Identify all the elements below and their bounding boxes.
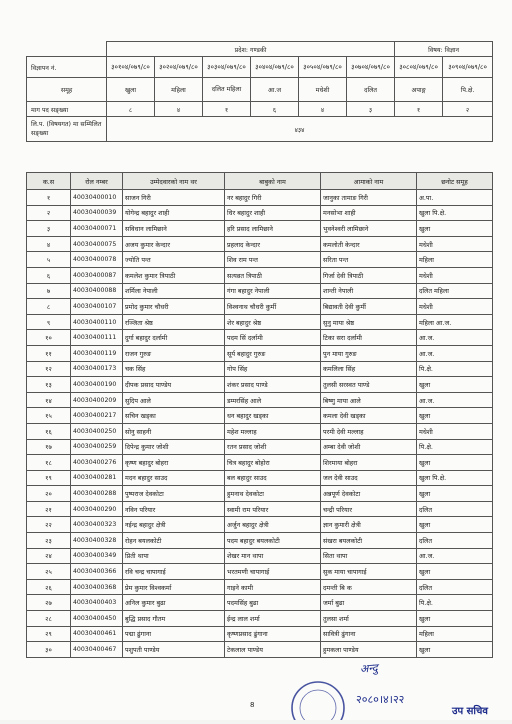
col-header-serial: क.स <box>27 173 71 190</box>
candidate-table-header <box>27 173 493 190</box>
group-cell: मधेशी <box>299 78 347 102</box>
mother-name-cell: तुलसा शर्मा <box>321 611 417 627</box>
table-row <box>27 314 493 330</box>
province-heading: प्रदेश: गण्डकी <box>107 42 395 57</box>
mother-name-cell: अन्नपूर्ण देवकोटा <box>321 486 417 502</box>
candidate-name-cell: शर्मिला नेपाली <box>123 283 225 299</box>
seats-cell: ४ <box>155 102 203 117</box>
candidate-name-cell: रोहन बयलकोटी <box>123 533 225 549</box>
selection-group-cell: खुला पि.क्षे. <box>417 470 493 486</box>
candidate-name-cell: सुदिप आले <box>123 392 225 408</box>
father-name-cell: शिव राम पन्त <box>225 252 321 268</box>
mother-name-cell: जानुका तामाङ गिरी <box>321 190 417 206</box>
selection-group-cell: खुला <box>417 408 493 424</box>
mother-name-cell: गिर्जा देवी त्रिपाठी <box>321 267 417 283</box>
serial-cell: १८ <box>27 455 71 471</box>
roll-number-cell: 40030400288 <box>71 486 123 502</box>
candidate-name-cell: दुर्गा बहादुर दर्लामी <box>123 330 225 346</box>
serial-cell: १७ <box>27 439 71 455</box>
roll-number-cell: 40030400323 <box>71 517 123 533</box>
candidate-name-cell: ज्योति पन्त <box>123 252 225 268</box>
seats-cell: ३ <box>347 102 395 117</box>
table-row <box>27 361 493 377</box>
roll-number-cell: 40030400403 <box>71 595 123 611</box>
mother-name-cell: चन्द्री परियार <box>321 501 417 517</box>
group-cell: खुला <box>107 78 155 102</box>
table-row <box>27 345 493 361</box>
advert-code: ३०८०४/०७९/८० <box>395 57 443 78</box>
selection-group-cell: अ.पा. <box>417 190 493 206</box>
advert-code: ३०३०४/०७९/८० <box>203 57 251 78</box>
table-row <box>27 517 493 533</box>
advert-label: विज्ञापन नं. <box>27 57 107 78</box>
roll-number-cell: 40030400217 <box>71 408 123 424</box>
mother-name-cell: बिष्णु माया आले <box>321 392 417 408</box>
mother-name-cell: सुनु माया श्रेष्ठ <box>321 314 417 330</box>
serial-cell: १५ <box>27 408 71 424</box>
mother-name-cell: कमला देवी खड्का <box>321 408 417 424</box>
serial-cell: ३ <box>27 221 71 237</box>
table-row <box>27 564 493 580</box>
mother-name-cell: मनसोभा शाही <box>321 205 417 221</box>
father-name-cell: सत्यव्रत त्रिपाठी <box>225 267 321 283</box>
advert-code: ३०४०४/०७९/८० <box>251 57 299 78</box>
mother-name-cell: तुलसी सरस्वत पाण्डे <box>321 377 417 393</box>
father-name-cell: गंगा बहादुर नेपाली <box>225 283 321 299</box>
advert-code: ३०१०४/०७९/८० <box>107 57 155 78</box>
selection-group-cell: खुला <box>417 221 493 237</box>
mother-name-cell: ज्ञान कुमारी क्षेत्री <box>321 517 417 533</box>
roll-number-cell: 40030400119 <box>71 345 123 361</box>
selection-group-cell: महिला <box>417 252 493 268</box>
roll-number-cell: 40030400467 <box>71 642 123 658</box>
table-row <box>27 236 493 252</box>
table-row <box>27 283 493 299</box>
candidate-name-cell: पद्मा ढुंगाना <box>123 626 225 642</box>
group-cell: दलित महिला <box>203 78 251 102</box>
roll-number-cell: 40030400450 <box>71 611 123 627</box>
selection-group-cell: दलित <box>417 501 493 517</box>
candidate-name-cell: राजन गुरुङ <box>123 345 225 361</box>
selection-group-cell: आ.ज. <box>417 548 493 564</box>
signatory-title: उप सचिव <box>452 706 488 717</box>
group-cell: दलित <box>347 78 395 102</box>
group-cell: आ.ज <box>251 78 299 102</box>
roll-number-cell: 40030400290 <box>71 501 123 517</box>
serial-cell: २५ <box>27 564 71 580</box>
page-number: 8 <box>250 701 255 709</box>
roll-number-cell: 40030400107 <box>71 299 123 315</box>
mother-name-cell: परमी देवी मल्लाह <box>321 423 417 439</box>
father-name-cell: हरि प्रसाद लामिछाने <box>225 221 321 237</box>
mother-name-cell: कमलिला सिंह <box>321 361 417 377</box>
seats-cell: ६ <box>251 102 299 117</box>
selection-group-cell: दलित <box>417 533 493 549</box>
col-header-roll: रोल नम्बर <box>71 173 123 190</box>
mother-name-cell: कमलोती केन्दार <box>321 236 417 252</box>
candidate-name-cell: रञ्जिता श्रेष्ठ <box>123 314 225 330</box>
serial-cell: ५ <box>27 252 71 268</box>
selection-group-cell: मधेशी <box>417 236 493 252</box>
selection-group-cell: पि.क्षे. <box>417 595 493 611</box>
table-row <box>27 501 493 517</box>
serial-cell: २२ <box>27 517 71 533</box>
seats-cell: ८ <box>107 102 155 117</box>
roll-number-cell: 40030400088 <box>71 283 123 299</box>
roll-number-cell: 40030400259 <box>71 439 123 455</box>
table-row <box>27 205 493 221</box>
candidate-name-cell: योगेन्द्र बहादुर शाही <box>123 205 225 221</box>
seats-row <box>27 102 493 117</box>
table-row <box>27 190 493 206</box>
serial-cell: ६ <box>27 267 71 283</box>
father-name-cell: हुमनाथ देवकोटा <box>225 486 321 502</box>
seats-cell: १ <box>395 102 443 117</box>
table-row <box>27 392 493 408</box>
candidate-name-cell: प्रिती थापा <box>123 548 225 564</box>
mother-name-cell: जर्मा बुढा <box>321 595 417 611</box>
serial-cell: १२ <box>27 361 71 377</box>
roll-number-cell: 40030400281 <box>71 470 123 486</box>
candidates-count-label: लि.प. (विषयगत) मा सम्मिलित सङ्ख्या <box>27 117 107 142</box>
mother-name-cell: सावित्री ढुंगाना <box>321 626 417 642</box>
selection-group-cell: खुला <box>417 455 493 471</box>
table-row <box>27 642 493 658</box>
roll-number-cell: 40030400039 <box>71 205 123 221</box>
serial-cell: १६ <box>27 423 71 439</box>
candidate-name-cell: चक सिंह <box>123 361 225 377</box>
serial-cell: ७ <box>27 283 71 299</box>
mother-name-cell: संखरा बयलकोटी <box>321 533 417 549</box>
father-name-cell: शेर बहादुर श्रेष्ठ <box>225 314 321 330</box>
roll-number-cell: 40030400078 <box>71 252 123 268</box>
table-row <box>27 267 493 283</box>
selection-group-cell: आ.ज. <box>417 392 493 408</box>
father-name-cell: महेश मल्लाह <box>225 423 321 439</box>
summary-header-row <box>27 42 493 57</box>
serial-cell: २४ <box>27 548 71 564</box>
father-name-cell: टेकलाल पाण्डेय <box>225 642 321 658</box>
candidate-name-cell: सचिन खड्का <box>123 408 225 424</box>
mother-name-cell: अम्बा देवी जोशी <box>321 439 417 455</box>
table-row <box>27 252 493 268</box>
selection-group-cell: दलित महिला <box>417 283 493 299</box>
table-row <box>27 423 493 439</box>
table-row <box>27 611 493 627</box>
selection-group-cell: महिला <box>417 626 493 642</box>
candidate-list-table <box>26 172 493 658</box>
group-cell: पि.क्षे. <box>443 78 493 102</box>
candidates-count-value: ४३४ <box>107 117 493 142</box>
selection-group-cell: खुला पि.क्षे. <box>417 205 493 221</box>
serial-cell: २८ <box>27 611 71 627</box>
roll-number-cell: 40030400368 <box>71 579 123 595</box>
table-row <box>27 470 493 486</box>
group-cell: अपाङ्ग <box>395 78 443 102</box>
father-name-cell: कृष्णप्रसाद ढुंगाना <box>225 626 321 642</box>
seats-cell: १ <box>203 102 251 117</box>
candidate-name-cell: दिपेन्द्र कुमार जोशी <box>123 439 225 455</box>
col-header-mother-name: आमाको नाम <box>321 173 417 190</box>
selection-group-cell: खुला <box>417 564 493 580</box>
seats-cell: २ <box>443 102 493 117</box>
roll-number-cell: 40030400190 <box>71 377 123 393</box>
roll-number-cell: 40030400087 <box>71 267 123 283</box>
table-row <box>27 330 493 346</box>
father-name-cell: नर बहादुर गिरी <box>225 190 321 206</box>
serial-cell: २३ <box>27 533 71 549</box>
selection-group-cell: खुला <box>417 611 493 627</box>
roll-number-cell: 40030400328 <box>71 533 123 549</box>
table-row <box>27 548 493 564</box>
father-name-cell: चित्र बहादुर बोहोरा <box>225 455 321 471</box>
selection-group-cell: खुला <box>417 517 493 533</box>
official-seal <box>288 678 348 724</box>
roll-number-cell: 40030400071 <box>71 221 123 237</box>
father-name-cell: गाइने कामी <box>225 579 321 595</box>
mother-name-cell: दमन्ती बि क <box>321 579 417 595</box>
mother-name-cell: सुक माया चापागाई <box>321 564 417 580</box>
candidate-name-cell: पुष्पराज देवकोटा <box>123 486 225 502</box>
father-name-cell: शंकर प्रसाद पाण्डे <box>225 377 321 393</box>
table-row <box>27 533 493 549</box>
selection-group-cell: मधेशी <box>417 267 493 283</box>
candidate-name-cell: कृष्ण बहादुर बोहरा <box>123 455 225 471</box>
signature: अन्दु <box>359 661 379 676</box>
candidate-name-cell: पशुपती पाण्डेय <box>123 642 225 658</box>
serial-cell: २६ <box>27 579 71 595</box>
serial-cell: १९ <box>27 470 71 486</box>
vacancy-summary-table <box>26 41 493 142</box>
roll-number-cell: 40030400075 <box>71 236 123 252</box>
candidate-name-cell: कमलेश कुमार त्रिपाठी <box>123 267 225 283</box>
advert-row <box>27 57 493 78</box>
table-row <box>27 299 493 315</box>
father-name-cell: गोप सिंह <box>225 361 321 377</box>
roll-number-cell: 40030400250 <box>71 423 123 439</box>
roll-number-cell: 40030400010 <box>71 190 123 206</box>
roll-number-cell: 40030400366 <box>71 564 123 580</box>
father-name-cell: भरतमणी चापागाई <box>225 564 321 580</box>
father-name-cell: डम्मरसिंह आले <box>225 392 321 408</box>
mother-name-cell: सिता थापा <box>321 548 417 564</box>
serial-cell: १० <box>27 330 71 346</box>
candidate-name-cell: नविन परियार <box>123 501 225 517</box>
candidate-name-cell: अनिल कुमार बुढा <box>123 595 225 611</box>
roll-number-cell: 40030400461 <box>71 626 123 642</box>
selection-group-cell: खुला <box>417 642 493 658</box>
candidate-name-cell: प्रमोद कुमार चौधरी <box>123 299 225 315</box>
father-name-cell: अर्जुन बहादुर क्षेत्री <box>225 517 321 533</box>
mother-name-cell: हुमकला पाण्डेय <box>321 642 417 658</box>
serial-cell: १ <box>27 190 71 206</box>
candidate-name-cell: अजय कुमार केन्दार <box>123 236 225 252</box>
col-header-father-name: बाबुको नाम <box>225 173 321 190</box>
father-name-cell: बल बहादुर साउद <box>225 470 321 486</box>
table-row <box>27 595 493 611</box>
selection-group-cell: आ.ज. <box>417 330 493 346</box>
selection-group-cell: खुला <box>417 486 493 502</box>
col-header-selection-group: छनोट समूह <box>417 173 493 190</box>
selection-group-cell: दलित <box>417 579 493 595</box>
roll-number-cell: 40030400276 <box>71 455 123 471</box>
seats-label: माग पद सङ्ख्या <box>27 102 107 117</box>
selection-group-cell: आ.ज. <box>417 345 493 361</box>
advert-code: ३०२०४/०७९/८० <box>155 57 203 78</box>
group-label: समूह <box>27 78 107 102</box>
table-row <box>27 626 493 642</box>
mother-name-cell: सरिता पन्त <box>321 252 417 268</box>
serial-cell: ४ <box>27 236 71 252</box>
candidate-name-cell: रवि चन्द्र चापागाई <box>123 564 225 580</box>
roll-number-cell: 40030400209 <box>71 392 123 408</box>
roll-number-cell: 40030400110 <box>71 314 123 330</box>
serial-cell: २१ <box>27 501 71 517</box>
col-header-candidate-name: उम्मेदवारको नाम थर <box>123 173 225 190</box>
father-name-cell: पदमसिंह बुढा <box>225 595 321 611</box>
mother-name-cell: शान्ती नेपाली <box>321 283 417 299</box>
serial-cell: ९ <box>27 314 71 330</box>
mother-name-cell: टिका सरा दर्लामी <box>321 330 417 346</box>
mother-name-cell: बिद्यावती देवी कुर्मी <box>321 299 417 315</box>
selection-group-cell: मधेशी <box>417 299 493 315</box>
advert-code: ३०७०४/०७९/८० <box>347 57 395 78</box>
candidate-name-cell: दीपक प्रसाद पाण्डेय <box>123 377 225 393</box>
selection-group-cell: खुला <box>417 377 493 393</box>
father-name-cell: ईन्द्र लाल शर्मा <box>225 611 321 627</box>
mother-name-cell: पुन माया गुरुङ <box>321 345 417 361</box>
mother-name-cell: जल देवी साउद <box>321 470 417 486</box>
signature-date: २०८०।४।२२ <box>356 693 405 706</box>
table-row <box>27 455 493 471</box>
selection-group-cell: पि.क्षे. <box>417 361 493 377</box>
table-row <box>27 486 493 502</box>
serial-cell: २९ <box>27 626 71 642</box>
mother-name-cell: भुवनेश्वरी लामिछाने <box>321 221 417 237</box>
roll-number-cell: 40030400349 <box>71 548 123 564</box>
candidate-name-cell: प्रेम कुमार विश्वकर्मा <box>123 579 225 595</box>
group-row <box>27 78 493 102</box>
table-row <box>27 377 493 393</box>
selection-group-cell: मधेशी <box>417 423 493 439</box>
candidates-count-row <box>27 117 493 142</box>
father-name-cell: पदम सिं दर्लामी <box>225 330 321 346</box>
mother-name-cell: शिरमाया बोहरा <box>321 455 417 471</box>
serial-cell: २ <box>27 205 71 221</box>
candidate-name-cell: सोनु साहनी <box>123 423 225 439</box>
serial-cell: १४ <box>27 392 71 408</box>
candidate-name-cell: साजन गिरी <box>123 190 225 206</box>
father-name-cell: शेखर मान थापा <box>225 548 321 564</box>
roll-number-cell: 40030400111 <box>71 330 123 346</box>
father-name-cell: धिर बहादुर शाही <box>225 205 321 221</box>
candidate-name-cell: बुद्धि प्रसाद गौतम <box>123 611 225 627</box>
father-name-cell: रतन प्रसाद जोशी <box>225 439 321 455</box>
father-name-cell: प्रहलाद केन्दार <box>225 236 321 252</box>
father-name-cell: स्वामी राम परियार <box>225 501 321 517</box>
group-cell: महिला <box>155 78 203 102</box>
father-name-cell: विश्वनाथ चौधरी कुर्मी <box>225 299 321 315</box>
table-row <box>27 439 493 455</box>
selection-group-cell: महिला आ.ज. <box>417 314 493 330</box>
serial-cell: २७ <box>27 595 71 611</box>
candidate-name-cell: सविधान लामिछाने <box>123 221 225 237</box>
advert-code: ३०५०४/०७९/८० <box>299 57 347 78</box>
serial-cell: १३ <box>27 377 71 393</box>
serial-cell: ३० <box>27 642 71 658</box>
roll-number-cell: 40030400173 <box>71 361 123 377</box>
serial-cell: २० <box>27 486 71 502</box>
advert-code: ३०९०४/०७९/८० <box>443 57 493 78</box>
candidate-name-cell: मदन बहादुर साउद <box>123 470 225 486</box>
seats-cell: ४ <box>299 102 347 117</box>
table-row <box>27 221 493 237</box>
father-name-cell: धन बहादुर खड्का <box>225 408 321 424</box>
subject-heading: विषय: विज्ञान <box>395 42 493 57</box>
table-row <box>27 579 493 595</box>
serial-cell: ११ <box>27 345 71 361</box>
table-row <box>27 408 493 424</box>
father-name-cell: पदम बहादुर बयलकोटी <box>225 533 321 549</box>
selection-group-cell: पि.क्षे. <box>417 439 493 455</box>
father-name-cell: सूर्य बहादुर गुरुङ <box>225 345 321 361</box>
candidate-name-cell: नईन्द्र बहादुर क्षेत्री <box>123 517 225 533</box>
serial-cell: ८ <box>27 299 71 315</box>
